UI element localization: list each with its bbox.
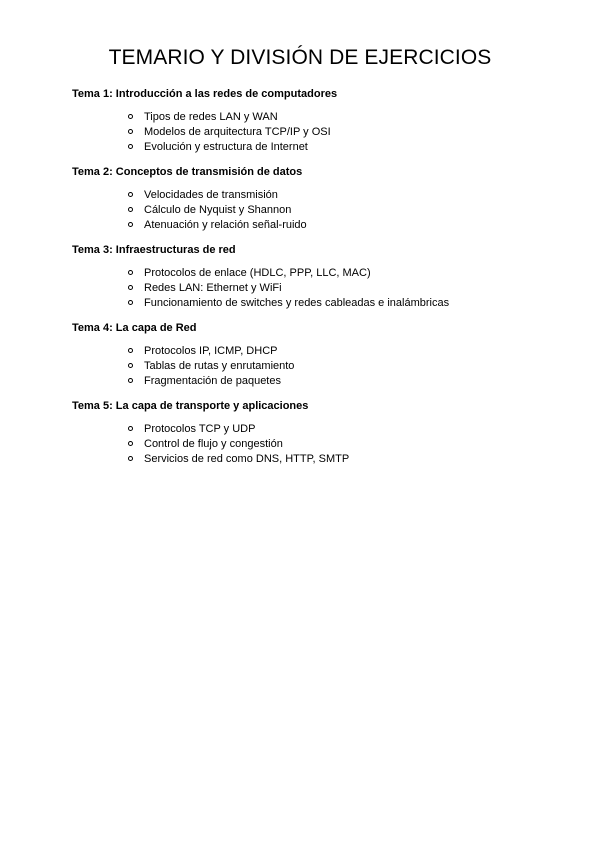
list-item-text: Atenuación y relación señal-ruido [144,219,307,231]
list-item-text: Funcionamiento de switches y redes cableadas e inalámbricas [144,297,450,309]
list-item [72,344,572,359]
hollow-circle-bullet-icon [128,300,133,305]
section-tema-3 [72,243,572,311]
list-item-text: Velocidades de transmisión [144,189,278,201]
list-item-text: Control de flujo y congestión [144,438,283,450]
hollow-circle-bullet-icon [128,426,133,431]
hollow-circle-bullet-icon [128,285,133,290]
list-item [72,110,572,125]
hollow-circle-bullet-icon [128,441,133,446]
list-item-text: Tipos de redes LAN y WAN [144,111,278,123]
list-item-text: Protocolos de enlace (HDLC, PPP, LLC, MAC) [144,267,371,279]
hollow-circle-bullet-icon [128,144,133,149]
hollow-circle-bullet-icon [128,222,133,227]
list-item [72,452,572,467]
list-item-text: Protocolos IP, ICMP, DHCP [144,345,278,357]
hollow-circle-bullet-icon [128,207,133,212]
list-item [72,266,572,281]
list-item [72,218,572,233]
list-item [72,188,572,203]
hollow-circle-bullet-icon [128,363,133,368]
list-item [72,359,572,374]
list-item [72,140,572,155]
section-tema-5 [72,399,572,467]
section-heading: Tema 2: Conceptos de transmisión de datos [72,166,303,178]
section-tema-1 [72,87,572,155]
topic-list [72,266,572,311]
topic-list [72,188,572,233]
section-heading: Tema 1: Introducción a las redes de computadores [72,88,338,100]
list-item [72,296,572,311]
list-item-text: Evolución y estructura de Internet [144,141,308,153]
section-tema-2 [72,165,572,233]
hollow-circle-bullet-icon [128,456,133,461]
section-tema-4 [72,321,572,389]
list-item-text: Cálculo de Nyquist y Shannon [144,204,292,216]
hollow-circle-bullet-icon [128,129,133,134]
list-item-text: Servicios de red como DNS, HTTP, SMTP [144,453,350,465]
hollow-circle-bullet-icon [128,378,133,383]
hollow-circle-bullet-icon [128,114,133,119]
list-item-text: Fragmentación de paquetes [144,375,281,387]
hollow-circle-bullet-icon [128,270,133,275]
document-title: TEMARIO Y DIVISIÓN DE EJERCICIOS [108,46,492,69]
hollow-circle-bullet-icon [128,192,133,197]
list-item-text: Tablas de rutas y enrutamiento [144,360,295,372]
syllabus-content [72,87,572,477]
list-item [72,374,572,389]
list-item-text: Redes LAN: Ethernet y WiFi [144,282,282,294]
list-item-text: Protocolos TCP y UDP [144,423,256,435]
section-heading: Tema 4: La capa de Red [72,322,197,334]
list-item [72,203,572,218]
list-item [72,437,572,452]
list-item [72,125,572,140]
section-heading: Tema 5: La capa de transporte y aplicaciones [72,400,309,412]
list-item-text: Modelos de arquitectura TCP/IP y OSI [144,126,331,138]
topic-list [72,110,572,155]
list-item [72,422,572,437]
topic-list [72,422,572,467]
section-heading: Tema 3: Infraestructuras de red [72,244,236,256]
topic-list [72,344,572,389]
hollow-circle-bullet-icon [128,348,133,353]
list-item [72,281,572,296]
